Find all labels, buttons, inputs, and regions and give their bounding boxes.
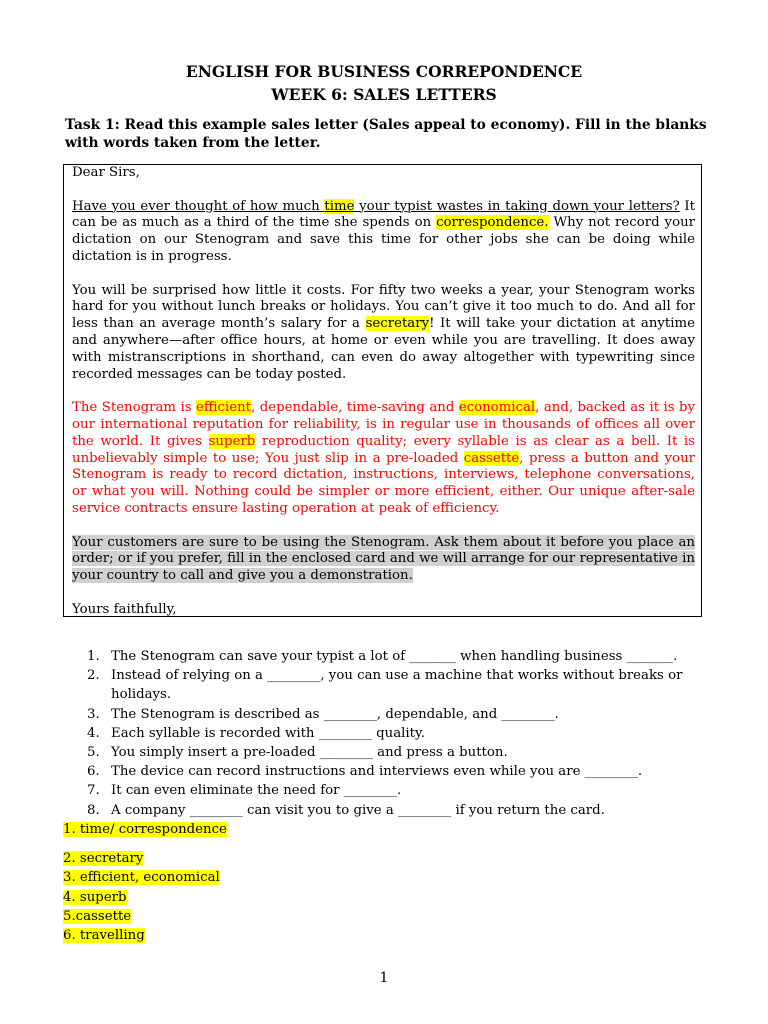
task-instructions: Task 1: Read this example sales letter (Sales appeal to economy). Fill in the blanks with words taken from the letter. (65, 117, 707, 151)
highlight-cassette: cassette (463, 450, 520, 466)
p1-text: Have you ever thought of how much (72, 198, 325, 214)
question-text: A company ________ can visit you to give a ________ if you return the card. (111, 802, 605, 818)
p3-text: , dependable, time-saving and (251, 400, 459, 416)
p1-text: Why not record your dictation on our Stenogram and save this time for other jobs she can be doing while dictation is in progress. (72, 215, 695, 264)
answer-item (63, 908, 131, 925)
letter-paragraph-2 (72, 283, 695, 384)
answer-text: 6. travelling (63, 928, 145, 943)
question-text: Instead of relying on a ________, you can use a machine that works without breaks or holidays. (111, 668, 683, 703)
letter-paragraph-1 (72, 199, 695, 266)
question-number: 1. (87, 649, 100, 664)
sales-letter-box (63, 164, 702, 617)
highlight-economical: economical (458, 400, 536, 416)
answer-item (63, 821, 227, 838)
question-text: You simply insert a pre-loaded ________ and press a button. (111, 745, 508, 761)
question-text: The Stenogram is described as ________, dependable, and ________. (111, 706, 559, 722)
list-item (77, 762, 697, 781)
answer-text: 5.cassette (63, 909, 132, 924)
list-item (77, 724, 697, 743)
p4-shaded-text: Your customers are sure to be using the Stenogram. Ask them about it before you place an order; or if you prefer, fill in the enclosed card and we will arrange for our representative in your country to call and give you a demonstration. (72, 534, 695, 584)
p3-text: The Stenogram is (72, 400, 196, 416)
highlight-secretary: secretary (365, 316, 430, 332)
question-number: 8. (87, 802, 100, 818)
p1-text: It can be as much as a third of the time she spends on (72, 198, 696, 231)
p3-text: reproduction quality; every syllable is as clear as a bell. It is unbelievably simple to use; You just slip in a pre-loaded (72, 433, 696, 466)
letter-salutation: Dear Sirs, (72, 165, 140, 180)
question-number: 4. (87, 725, 100, 741)
p2-text: ! It will take your dictation at anytime and anywhere—after office hours, at home or even while you are travelling. It does away with mistranscriptions in shorthand, can even do away altogether with typewriting since recorded messages can be today posted. (72, 316, 696, 382)
answer-item (63, 927, 145, 944)
answer-item (63, 889, 127, 906)
list-item (77, 666, 697, 704)
answer-text: 2. secretary (63, 851, 144, 866)
answer-text: 3. efficient, economical (63, 870, 220, 885)
p1-text: your typist wastes in taking down your letters? (354, 198, 680, 214)
question-text: It can even eliminate the need for ________. (111, 783, 402, 799)
answer-text: 4. superb (63, 890, 127, 905)
p3-text: , and, backed as it is by our international reputation for reliability, is in regular use in thousands of offices all over the world. It gives (72, 400, 696, 449)
page-number: 1 (379, 970, 389, 986)
p3-text: , press a button and your Stenogram is ready to record dictation, instructions, interviews, telephone conversations, or what you will. Nothing could be simpler or more efficient, either. Our unique after-sale service contracts ensure lasting operation at peak of efficiency. (72, 450, 695, 516)
p1-underlined (72, 199, 680, 214)
letter-body (72, 165, 695, 619)
answer-text: 1. time/ correspondence (63, 822, 227, 837)
question-number: 7. (87, 783, 100, 799)
highlight-efficient: efficient (195, 400, 252, 416)
highlight-superb: superb (208, 433, 256, 449)
highlight-correspondence: correspondence. (436, 215, 549, 231)
answer-item (63, 850, 143, 867)
answer-item (63, 869, 220, 886)
letter-paragraph-3 (72, 400, 695, 518)
question-text: The device can record instructions and interviews even while you are ________. (111, 764, 643, 780)
list-item (77, 781, 697, 800)
question-number: 3. (87, 706, 100, 722)
list-item (77, 801, 697, 820)
question-number: 2. (87, 668, 100, 684)
highlight-time: time (324, 198, 355, 214)
list-item (77, 647, 697, 666)
course-title: ENGLISH FOR BUSINESS CORREPONDENCE (185, 62, 583, 81)
list-item (77, 743, 697, 762)
week-title: WEEK 6: SALES LETTERS (271, 85, 497, 104)
letter-paragraph-4 (72, 535, 695, 585)
question-text: The Stenogram can save your typist a lot of _______ when handling business _______. (111, 649, 678, 664)
question-text: Each syllable is recorded with ________ quality. (111, 725, 425, 741)
p2-text: You will be surprised how little it costs. For fifty two weeks a year, your Stenogram works hard for you without lunch breaks or holidays. You can’t give it too much to do. And all for less than an average month’s salary for a (72, 282, 695, 332)
question-number: 6. (87, 764, 100, 780)
letter-closing: Yours faithfully, (72, 601, 177, 617)
question-list (77, 647, 697, 820)
list-item (77, 705, 697, 724)
question-number: 5. (87, 745, 100, 761)
